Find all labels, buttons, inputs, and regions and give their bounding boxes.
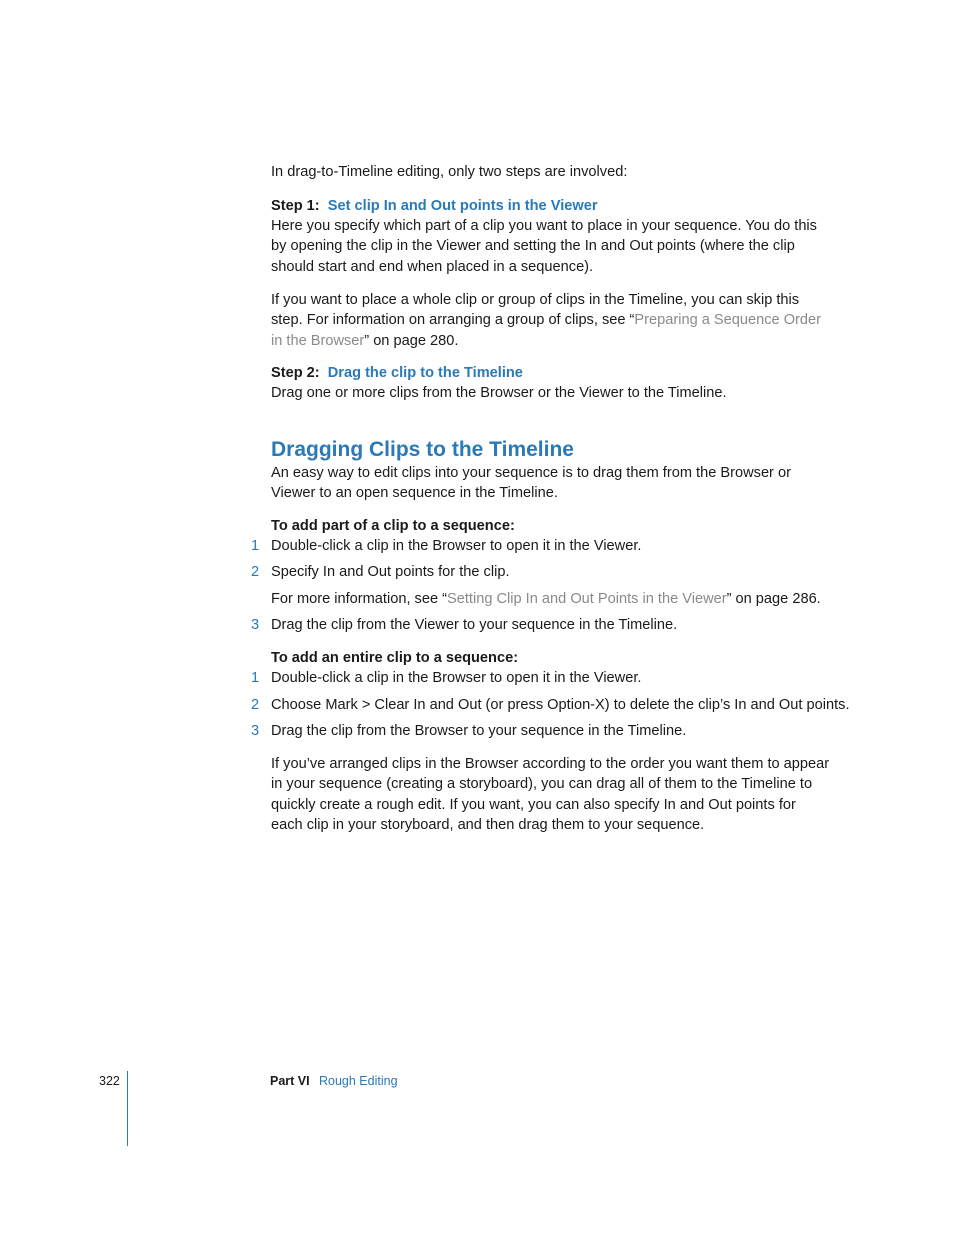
note-page: ” on page 286. [726, 591, 821, 607]
step-1-paragraph-2 [271, 290, 831, 351]
page-number: 322 [99, 1074, 120, 1088]
step-1-heading [271, 196, 831, 216]
step-1-para2-text: If you want to place a whole clip or group of clips in the Timeline, you can skip this step. For information on arranging a group of clips, see “ [271, 292, 800, 329]
procedure-1-step-text: Specify In and Out points for the clip. [271, 564, 510, 580]
procedure-2-step-number: 2 [250, 697, 260, 713]
closing-paragraph: If you’ve arranged clips in the Browser according to the order you want them to appear in your sequence (creating a storyboard), you can drag all of them to the Timeline to quickly create a rough edit. If you want, you can also specify In and Out points for each clip in your storyboard, and then drag them to your sequence. [271, 756, 830, 834]
procedure-1-step-text: Double-click a clip in the Browser to open it in the Viewer. [271, 538, 642, 554]
step-2-label: Step 2: [271, 365, 320, 381]
step-2-body: Drag one or more clips from the Browser or the Viewer to the Timeline. [271, 385, 727, 401]
procedure-2-step-text: Drag the clip from the Browser to your sequence in the Timeline. [271, 723, 687, 739]
step-1-body: Here you specify which part of a clip you want to place in your sequence. You do this by opening the clip in the Viewer and setting the In and Out points (where the clip should start and end when placed in a sequence). [271, 218, 817, 275]
step-2-heading [271, 363, 831, 383]
note-text: For more information, see “ [271, 591, 447, 607]
crossref-link-setting-clip-points[interactable]: Setting Clip In and Out Points in the Viewer [447, 591, 727, 607]
procedure-1-note [271, 589, 831, 609]
procedure-2-step-number: 3 [250, 723, 260, 739]
footer-chapter-link[interactable]: Rough Editing [319, 1074, 398, 1088]
footer-divider [127, 1071, 128, 1146]
footer-part-label: Part VI [270, 1074, 310, 1088]
section-heading: Dragging Clips to the Timeline [271, 438, 574, 461]
procedure-1-step-number: 3 [250, 617, 260, 633]
intro-paragraph: In drag-to-Timeline editing, only two steps are involved: [271, 164, 628, 180]
step-2-title-link[interactable]: Drag the clip to the Timeline [327, 365, 523, 381]
section-intro: An easy way to edit clips into your sequence is to drag them from the Browser or Viewer to an open sequence in the Timeline. [271, 465, 791, 502]
procedure-1-step-text: Drag the clip from the Viewer to your sequence in the Timeline. [271, 617, 678, 633]
step-1-title-link[interactable]: Set clip In and Out points in the Viewer [327, 198, 598, 214]
procedure-1-step-number: 2 [250, 564, 260, 580]
procedure-2-title: To add an entire clip to a sequence: [271, 650, 519, 666]
procedure-2-step-number: 1 [250, 670, 260, 686]
step-1-para2-page: ” on page 280. [364, 332, 459, 349]
procedure-1-title: To add part of a clip to a sequence: [271, 518, 515, 534]
procedure-2-step-text: Double-click a clip in the Browser to open it in the Viewer. [271, 670, 642, 686]
crossref-link-sequence-order[interactable]: Preparing a Sequence Order in the Browser [271, 312, 822, 349]
step-1-label: Step 1: [271, 198, 320, 214]
procedure-2-step-text: Choose Mark > Clear In and Out (or press Option-X) to delete the clip’s In and Out points. [271, 697, 850, 713]
procedure-1-step-number: 1 [250, 538, 260, 554]
